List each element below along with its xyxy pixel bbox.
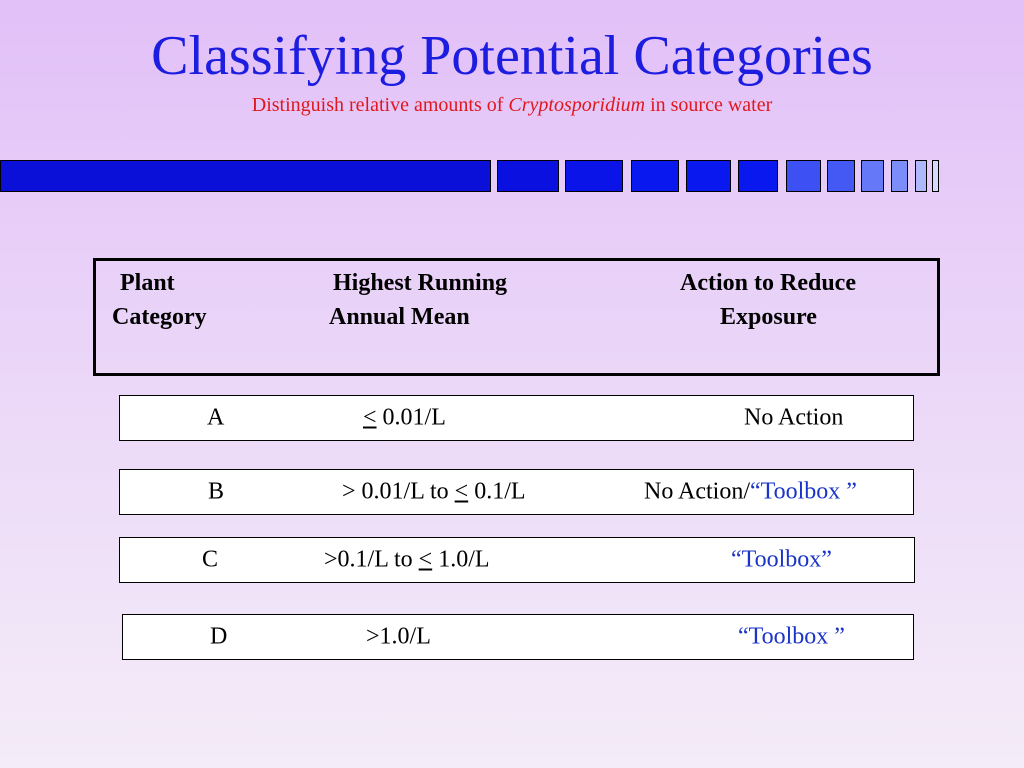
header-plant: Plant — [120, 270, 175, 296]
table-header — [93, 258, 940, 376]
mean-cell — [324, 547, 490, 574]
decor-bar — [891, 160, 908, 192]
mean-cell — [363, 405, 446, 432]
decor-bar — [861, 160, 884, 192]
less-equal-symbol: < — [454, 478, 469, 505]
decor-bar — [738, 160, 778, 192]
decor-bar — [915, 160, 927, 192]
category-cell: A — [207, 404, 225, 431]
header-category: Category — [112, 304, 207, 330]
mean-prefix: >1.0/L — [366, 623, 431, 650]
action-text: No Action — [744, 404, 844, 431]
slide-title: Classifying Potential Categories — [151, 25, 873, 87]
action-toolbox: “Toolbox ” — [750, 478, 857, 505]
table-row — [119, 469, 914, 515]
decor-bar — [565, 160, 623, 192]
subtitle-italic: Cryptosporidium — [508, 94, 646, 116]
mean-cell — [366, 624, 431, 651]
subtitle-suffix: in source water — [645, 94, 773, 116]
category-cell: C — [202, 546, 219, 573]
action-cell — [738, 624, 845, 651]
mean-value: 0.01/L — [376, 404, 446, 431]
category-cell: B — [208, 478, 225, 505]
mean-prefix: >0.1/L to — [324, 546, 419, 573]
decor-bar — [0, 160, 491, 192]
mean-cell — [342, 479, 526, 506]
category-cell: D — [210, 623, 228, 650]
action-cell — [744, 405, 843, 432]
header-exposure: Exposure — [720, 304, 817, 330]
slide-subtitle — [0, 94, 1024, 117]
mean-prefix: > 0.01/L to — [342, 478, 455, 505]
decor-bar — [631, 160, 679, 192]
table-row — [119, 395, 914, 441]
mean-value: 1.0/L — [432, 546, 490, 573]
table-row — [122, 614, 914, 660]
decor-bar — [827, 160, 855, 192]
table-row — [119, 537, 915, 583]
less-equal-symbol: < — [363, 404, 377, 431]
action-cell — [731, 547, 832, 574]
decor-bar — [932, 160, 939, 192]
less-equal-symbol: < — [418, 546, 433, 573]
header-annual-mean: Annual Mean — [329, 304, 470, 330]
header-highest-running: Highest Running — [333, 270, 508, 296]
action-text: No Action/ — [644, 478, 750, 505]
action-toolbox: “Toolbox” — [731, 546, 832, 573]
action-cell — [644, 479, 857, 506]
action-toolbox: “Toolbox ” — [738, 623, 845, 650]
decor-bar — [686, 160, 731, 192]
header-action: Action to Reduce — [680, 270, 856, 296]
mean-value: 0.1/L — [468, 478, 526, 505]
decor-bar — [497, 160, 559, 192]
subtitle-text: Distinguish relative amounts of — [251, 94, 509, 116]
decor-bar — [786, 160, 821, 192]
